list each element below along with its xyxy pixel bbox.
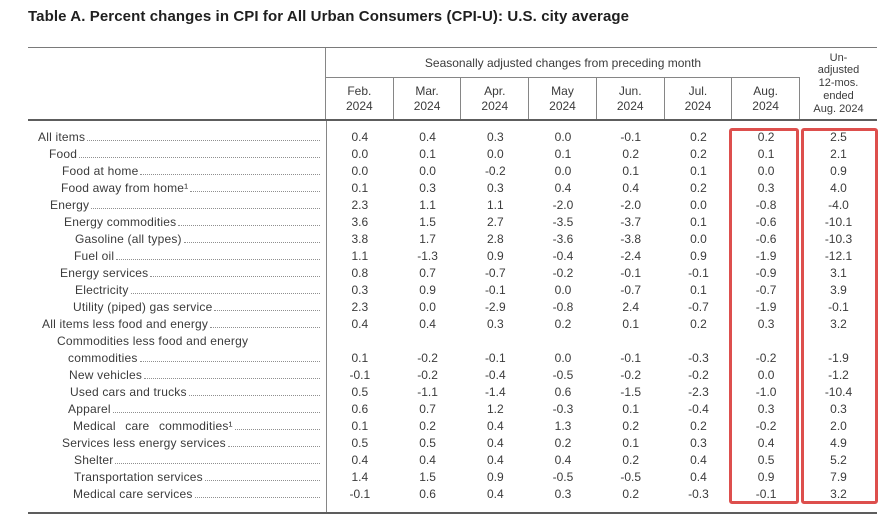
row-label: Energy — [50, 198, 90, 212]
value-cell: 0.0 — [554, 164, 572, 178]
value-cell: -0.1 — [620, 351, 642, 365]
row-label: New vehicles — [69, 368, 143, 382]
table-row — [28, 486, 877, 503]
row-label: Food — [49, 147, 78, 161]
row-label-cell — [28, 367, 326, 384]
value-cell: -0.7 — [755, 283, 777, 297]
value-cell: -0.7 — [688, 300, 709, 314]
row-label: Commodities less food and energy — [57, 334, 249, 348]
value-cell: 0.3 — [486, 317, 504, 331]
leader-dots — [131, 293, 320, 294]
value-cell: 0.4 — [554, 181, 572, 195]
value-cell: 4.9 — [830, 436, 847, 450]
value-cell: -0.4 — [484, 368, 506, 382]
leader-dots — [214, 310, 320, 311]
value-cell: -0.5 — [552, 368, 574, 382]
value-cell: -3.7 — [620, 215, 642, 229]
leader-dots — [113, 412, 320, 413]
value-cell: -0.3 — [552, 402, 574, 416]
value-cell: -0.2 — [417, 368, 438, 382]
row-label-cell — [28, 248, 326, 265]
value-cell: 3.8 — [351, 232, 369, 246]
value-cell: -2.0 — [620, 198, 642, 212]
value-cell: 0.4 — [757, 436, 775, 450]
value-cell: 0.3 — [830, 402, 847, 416]
value-cell: -0.1 — [755, 487, 777, 501]
value-cell: 0.2 — [622, 419, 640, 433]
row-label-cell — [28, 452, 326, 469]
value-cell: 0.9 — [757, 470, 775, 484]
value-cell: 0.1 — [690, 164, 707, 178]
value-cell: 3.2 — [830, 317, 847, 331]
value-cell: 0.7 — [419, 266, 436, 280]
value-cell: 0.3 — [757, 317, 775, 331]
leader-dots — [195, 497, 320, 498]
value-cell: -0.1 — [828, 300, 849, 314]
value-cell: 1.1 — [351, 249, 369, 263]
value-cell: 0.3 — [554, 487, 572, 501]
value-cell: -0.1 — [620, 130, 642, 144]
leader-dots — [210, 327, 320, 328]
row-label: Electricity — [75, 283, 129, 297]
value-cell: -0.7 — [484, 266, 506, 280]
leader-dots — [91, 208, 320, 209]
value-cell: 0.0 — [554, 283, 572, 297]
value-cell: 0.1 — [622, 317, 640, 331]
row-label: Food away from home¹ — [61, 181, 189, 195]
value-cell: -0.1 — [688, 266, 709, 280]
value-cell: 0.3 — [419, 181, 436, 195]
value-cell: -10.1 — [824, 215, 853, 229]
cpi-table — [28, 47, 877, 514]
value-cell: 1.2 — [486, 402, 504, 416]
value-cell: -1.2 — [828, 368, 849, 382]
row-label: Used cars and trucks — [70, 385, 187, 399]
value-cell: 2.3 — [351, 300, 369, 314]
value-cell: -0.1 — [620, 266, 642, 280]
value-cell: 0.4 — [486, 419, 504, 433]
unadjusted-header-line: ended — [823, 89, 854, 102]
leader-dots — [79, 157, 320, 158]
value-cell: -1.3 — [417, 249, 438, 263]
value-cell: 0.4 — [351, 453, 369, 467]
value-cell: 0.9 — [419, 283, 436, 297]
value-cell: 2.7 — [486, 215, 504, 229]
value-cell: 0.2 — [690, 317, 707, 331]
value-cell: 0.9 — [486, 249, 504, 263]
unadjusted-header-line: 12-mos. — [818, 77, 859, 90]
value-cell: -3.8 — [620, 232, 642, 246]
value-cell: -0.1 — [349, 487, 371, 501]
value-cell: 0.4 — [419, 453, 436, 467]
value-cell: 0.1 — [351, 181, 369, 195]
table-row — [28, 401, 877, 418]
value-cell: 7.9 — [830, 470, 847, 484]
value-cell: 0.6 — [419, 487, 436, 501]
value-cell: 0.2 — [690, 419, 707, 433]
value-cell: 0.4 — [622, 181, 640, 195]
value-cell: 0.0 — [554, 130, 572, 144]
value-cell: 0.2 — [554, 436, 572, 450]
value-cell: 0.0 — [690, 198, 707, 212]
value-cell: 0.0 — [351, 164, 369, 178]
leader-dots — [235, 429, 320, 430]
value-cell: 2.5 — [830, 130, 847, 144]
value-cell: -0.8 — [755, 198, 777, 212]
value-cell: 2.3 — [351, 198, 369, 212]
stub-divider-line — [326, 121, 327, 512]
column-header-may-2024: May 2024 — [529, 78, 597, 119]
row-label-cell — [28, 214, 326, 231]
table-body — [28, 121, 877, 514]
value-cell: 1.5 — [419, 470, 436, 484]
page-title: Table A. Percent changes in CPI for All Urban Consumers (CPI-U): U.S. city average — [28, 8, 630, 25]
value-cell: 1.7 — [419, 232, 436, 246]
table-row — [28, 367, 877, 384]
table-row — [28, 299, 877, 316]
value-cell: -12.1 — [824, 249, 853, 263]
value-cell: 0.1 — [351, 351, 369, 365]
value-cell: -0.4 — [552, 249, 574, 263]
leader-dots — [115, 463, 320, 464]
value-cell: -1.9 — [755, 249, 777, 263]
table-header — [28, 48, 877, 121]
unadjusted-column-header — [800, 48, 877, 119]
value-cell: -3.6 — [552, 232, 574, 246]
value-cell: 2.1 — [830, 147, 847, 161]
value-cell: 0.1 — [690, 283, 707, 297]
value-cell: 0.4 — [419, 317, 436, 331]
row-label-cell — [28, 333, 326, 367]
value-cell: -0.2 — [755, 351, 777, 365]
value-cell: -0.1 — [484, 351, 506, 365]
value-cell: 0.1 — [690, 215, 707, 229]
value-cell: 0.0 — [757, 368, 775, 382]
table-row — [28, 469, 877, 486]
row-label: Medical care services — [73, 487, 193, 501]
leader-dots — [116, 259, 320, 260]
value-cell: 0.1 — [351, 419, 369, 433]
table-row — [28, 248, 877, 265]
value-cell: 0.1 — [419, 147, 436, 161]
value-cell: 0.0 — [554, 351, 572, 365]
value-cell: -1.0 — [755, 385, 777, 399]
table-row — [28, 418, 877, 435]
value-cell: -0.1 — [484, 283, 506, 297]
value-cell: 2.0 — [830, 419, 847, 433]
value-cell: 0.9 — [690, 249, 707, 263]
table-row — [28, 384, 877, 401]
value-cell: 1.3 — [554, 419, 572, 433]
row-label: Transportation services — [74, 470, 203, 484]
value-cell: 0.5 — [351, 436, 369, 450]
leader-dots — [140, 174, 320, 175]
value-cell: -0.2 — [688, 368, 709, 382]
value-cell: 0.6 — [554, 385, 572, 399]
row-label: Utility (piped) gas service — [73, 300, 213, 314]
row-label-cell — [28, 418, 326, 435]
value-cell: -2.9 — [484, 300, 506, 314]
row-label: Medical care commodities¹ — [73, 419, 233, 433]
table-row — [28, 435, 877, 452]
value-cell: 1.1 — [486, 198, 504, 212]
value-cell: 0.2 — [690, 181, 707, 195]
table-row — [28, 129, 877, 146]
value-cell: 1.5 — [419, 215, 436, 229]
value-cell: 2.8 — [486, 232, 504, 246]
value-cell: 0.1 — [622, 436, 640, 450]
leader-dots — [189, 395, 320, 396]
value-cell: -1.1 — [417, 385, 438, 399]
value-cell: 1.1 — [419, 198, 436, 212]
value-cell: 0.4 — [486, 436, 504, 450]
value-cell: 0.4 — [690, 470, 707, 484]
value-cell: -0.6 — [755, 232, 777, 246]
table-row — [28, 452, 877, 469]
value-cell: 0.4 — [554, 453, 572, 467]
value-cell: -0.5 — [552, 470, 574, 484]
value-cell: -0.2 — [417, 351, 438, 365]
table-row — [28, 163, 877, 180]
value-cell: -0.7 — [620, 283, 642, 297]
row-label-cell — [28, 316, 326, 333]
row-label-cell — [28, 435, 326, 452]
row-label: Energy commodities — [64, 215, 177, 229]
value-cell: -2.4 — [620, 249, 642, 263]
table-row — [28, 265, 877, 282]
column-header-mar-2024: Mar. 2024 — [394, 78, 462, 119]
value-cell: 0.0 — [690, 232, 707, 246]
value-cell: 0.3 — [690, 436, 707, 450]
value-cell: 0.2 — [554, 317, 572, 331]
row-label-cell — [28, 265, 326, 282]
value-cell: 0.0 — [757, 164, 775, 178]
value-cell: 0.2 — [757, 130, 775, 144]
value-cell: 0.3 — [757, 402, 775, 416]
value-cell: -0.5 — [620, 470, 642, 484]
row-label-cell — [28, 282, 326, 299]
row-label-cell — [28, 469, 326, 486]
value-cell: 0.5 — [757, 453, 775, 467]
value-cell: -0.2 — [620, 368, 642, 382]
table-row — [28, 282, 877, 299]
value-cell: 0.5 — [351, 385, 369, 399]
value-cell: 3.6 — [351, 215, 369, 229]
leader-dots — [205, 480, 320, 481]
value-cell: 0.1 — [622, 402, 640, 416]
value-cell: -1.9 — [828, 351, 849, 365]
table-row — [28, 231, 877, 248]
value-cell: 0.4 — [486, 453, 504, 467]
column-header-apr-2024: Apr. 2024 — [461, 78, 529, 119]
row-label: Services less energy services — [62, 436, 226, 450]
row-label: All items less food and energy — [42, 317, 209, 331]
row-label-cell — [28, 401, 326, 418]
value-cell: 0.4 — [351, 317, 369, 331]
value-cell: -0.1 — [349, 368, 371, 382]
row-label-cell — [28, 486, 326, 503]
value-cell: -0.3 — [688, 487, 709, 501]
leader-dots — [228, 446, 320, 447]
row-label-cell — [28, 231, 326, 248]
value-cell: 0.2 — [622, 147, 640, 161]
value-cell: 0.9 — [486, 470, 504, 484]
row-label: Gasoline (all types) — [75, 232, 182, 246]
row-label-cell — [28, 299, 326, 316]
value-cell: 0.0 — [419, 300, 436, 314]
table-row — [28, 146, 877, 163]
value-cell: 0.0 — [351, 147, 369, 161]
value-cell: 0.3 — [486, 130, 504, 144]
value-cell: -0.9 — [755, 266, 777, 280]
leader-dots — [87, 140, 320, 141]
value-cell: -0.3 — [688, 351, 709, 365]
unadjusted-header-line: adjusted — [817, 64, 860, 77]
value-cell: 0.0 — [486, 147, 504, 161]
value-cell: 2.4 — [622, 300, 640, 314]
leader-dots — [140, 361, 320, 362]
value-cell: -1.5 — [620, 385, 642, 399]
value-cell: 0.4 — [351, 130, 369, 144]
column-header-aug-2024: Aug. 2024 — [732, 78, 800, 119]
value-cell: 0.9 — [830, 164, 847, 178]
value-cell: 0.4 — [419, 130, 436, 144]
row-label: Energy services — [60, 266, 149, 280]
value-cell: 0.1 — [757, 147, 775, 161]
value-cell: 0.3 — [757, 181, 775, 195]
row-label: Food at home — [62, 164, 139, 178]
unadjusted-header-line: Aug. 2024 — [813, 102, 864, 115]
value-cell: -0.2 — [755, 419, 777, 433]
row-label: Shelter — [74, 453, 114, 467]
value-cell: -10.4 — [824, 385, 853, 399]
value-cell: -0.6 — [755, 215, 777, 229]
table-row — [28, 197, 877, 214]
row-label: commodities — [68, 351, 138, 365]
value-cell: 0.6 — [351, 402, 369, 416]
value-cell: -3.5 — [552, 215, 574, 229]
leader-dots — [144, 378, 320, 379]
row-label-cell — [28, 180, 326, 197]
leader-dots — [178, 225, 320, 226]
row-label-cell — [28, 197, 326, 214]
leader-dots — [184, 242, 320, 243]
value-cell: 5.2 — [830, 453, 847, 467]
seasonally-adjusted-group-header: Seasonally adjusted changes from preceding month — [326, 48, 800, 78]
value-cell: 0.4 — [486, 487, 504, 501]
value-cell: 0.8 — [351, 266, 369, 280]
row-label: Fuel oil — [74, 249, 115, 263]
value-cell: 0.2 — [622, 487, 640, 501]
value-cell: 0.2 — [622, 453, 640, 467]
value-cell: -0.8 — [552, 300, 574, 314]
value-cell: 0.2 — [419, 419, 436, 433]
table-row — [28, 333, 877, 367]
value-cell: -1.9 — [755, 300, 777, 314]
table-row — [28, 316, 877, 333]
value-cell: 0.4 — [690, 453, 707, 467]
value-cell: 0.5 — [419, 436, 436, 450]
value-cell: 0.1 — [622, 164, 640, 178]
value-cell: 4.0 — [830, 181, 847, 195]
value-cell: 0.1 — [554, 147, 572, 161]
value-cell: 0.3 — [486, 181, 504, 195]
row-label-cell — [28, 163, 326, 180]
leader-dots — [150, 276, 320, 277]
value-cell: -10.3 — [824, 232, 853, 246]
row-label-cell — [28, 384, 326, 401]
value-cell: 3.9 — [830, 283, 847, 297]
value-cell: 0.0 — [419, 164, 436, 178]
stub-header-cell — [28, 48, 326, 119]
column-header-feb-2024: Feb. 2024 — [326, 78, 394, 119]
leader-dots — [190, 191, 320, 192]
row-label: Apparel — [68, 402, 111, 416]
value-cell: -4.0 — [828, 198, 849, 212]
value-cell: -0.2 — [552, 266, 574, 280]
value-cell: -0.2 — [484, 164, 506, 178]
value-cell: -1.4 — [484, 385, 506, 399]
row-label-cell — [28, 146, 326, 163]
value-cell: 3.2 — [830, 487, 847, 501]
value-cell: 0.3 — [351, 283, 369, 297]
row-label: All items — [38, 130, 86, 144]
table-row — [28, 180, 877, 197]
unadjusted-header-line: Un- — [829, 51, 848, 64]
column-header-jun-2024: Jun. 2024 — [597, 78, 665, 119]
value-cell: 3.1 — [830, 266, 847, 280]
value-cell: 0.2 — [690, 130, 707, 144]
value-cell: -2.3 — [688, 385, 709, 399]
value-cell: 1.4 — [351, 470, 369, 484]
value-cell: 0.7 — [419, 402, 436, 416]
table-row — [28, 214, 877, 231]
value-cell: 0.2 — [690, 147, 707, 161]
column-header-jul-2024: Jul. 2024 — [665, 78, 733, 119]
row-label-cell — [28, 129, 326, 146]
value-cell: -0.4 — [688, 402, 709, 416]
value-cell: -2.0 — [552, 198, 574, 212]
